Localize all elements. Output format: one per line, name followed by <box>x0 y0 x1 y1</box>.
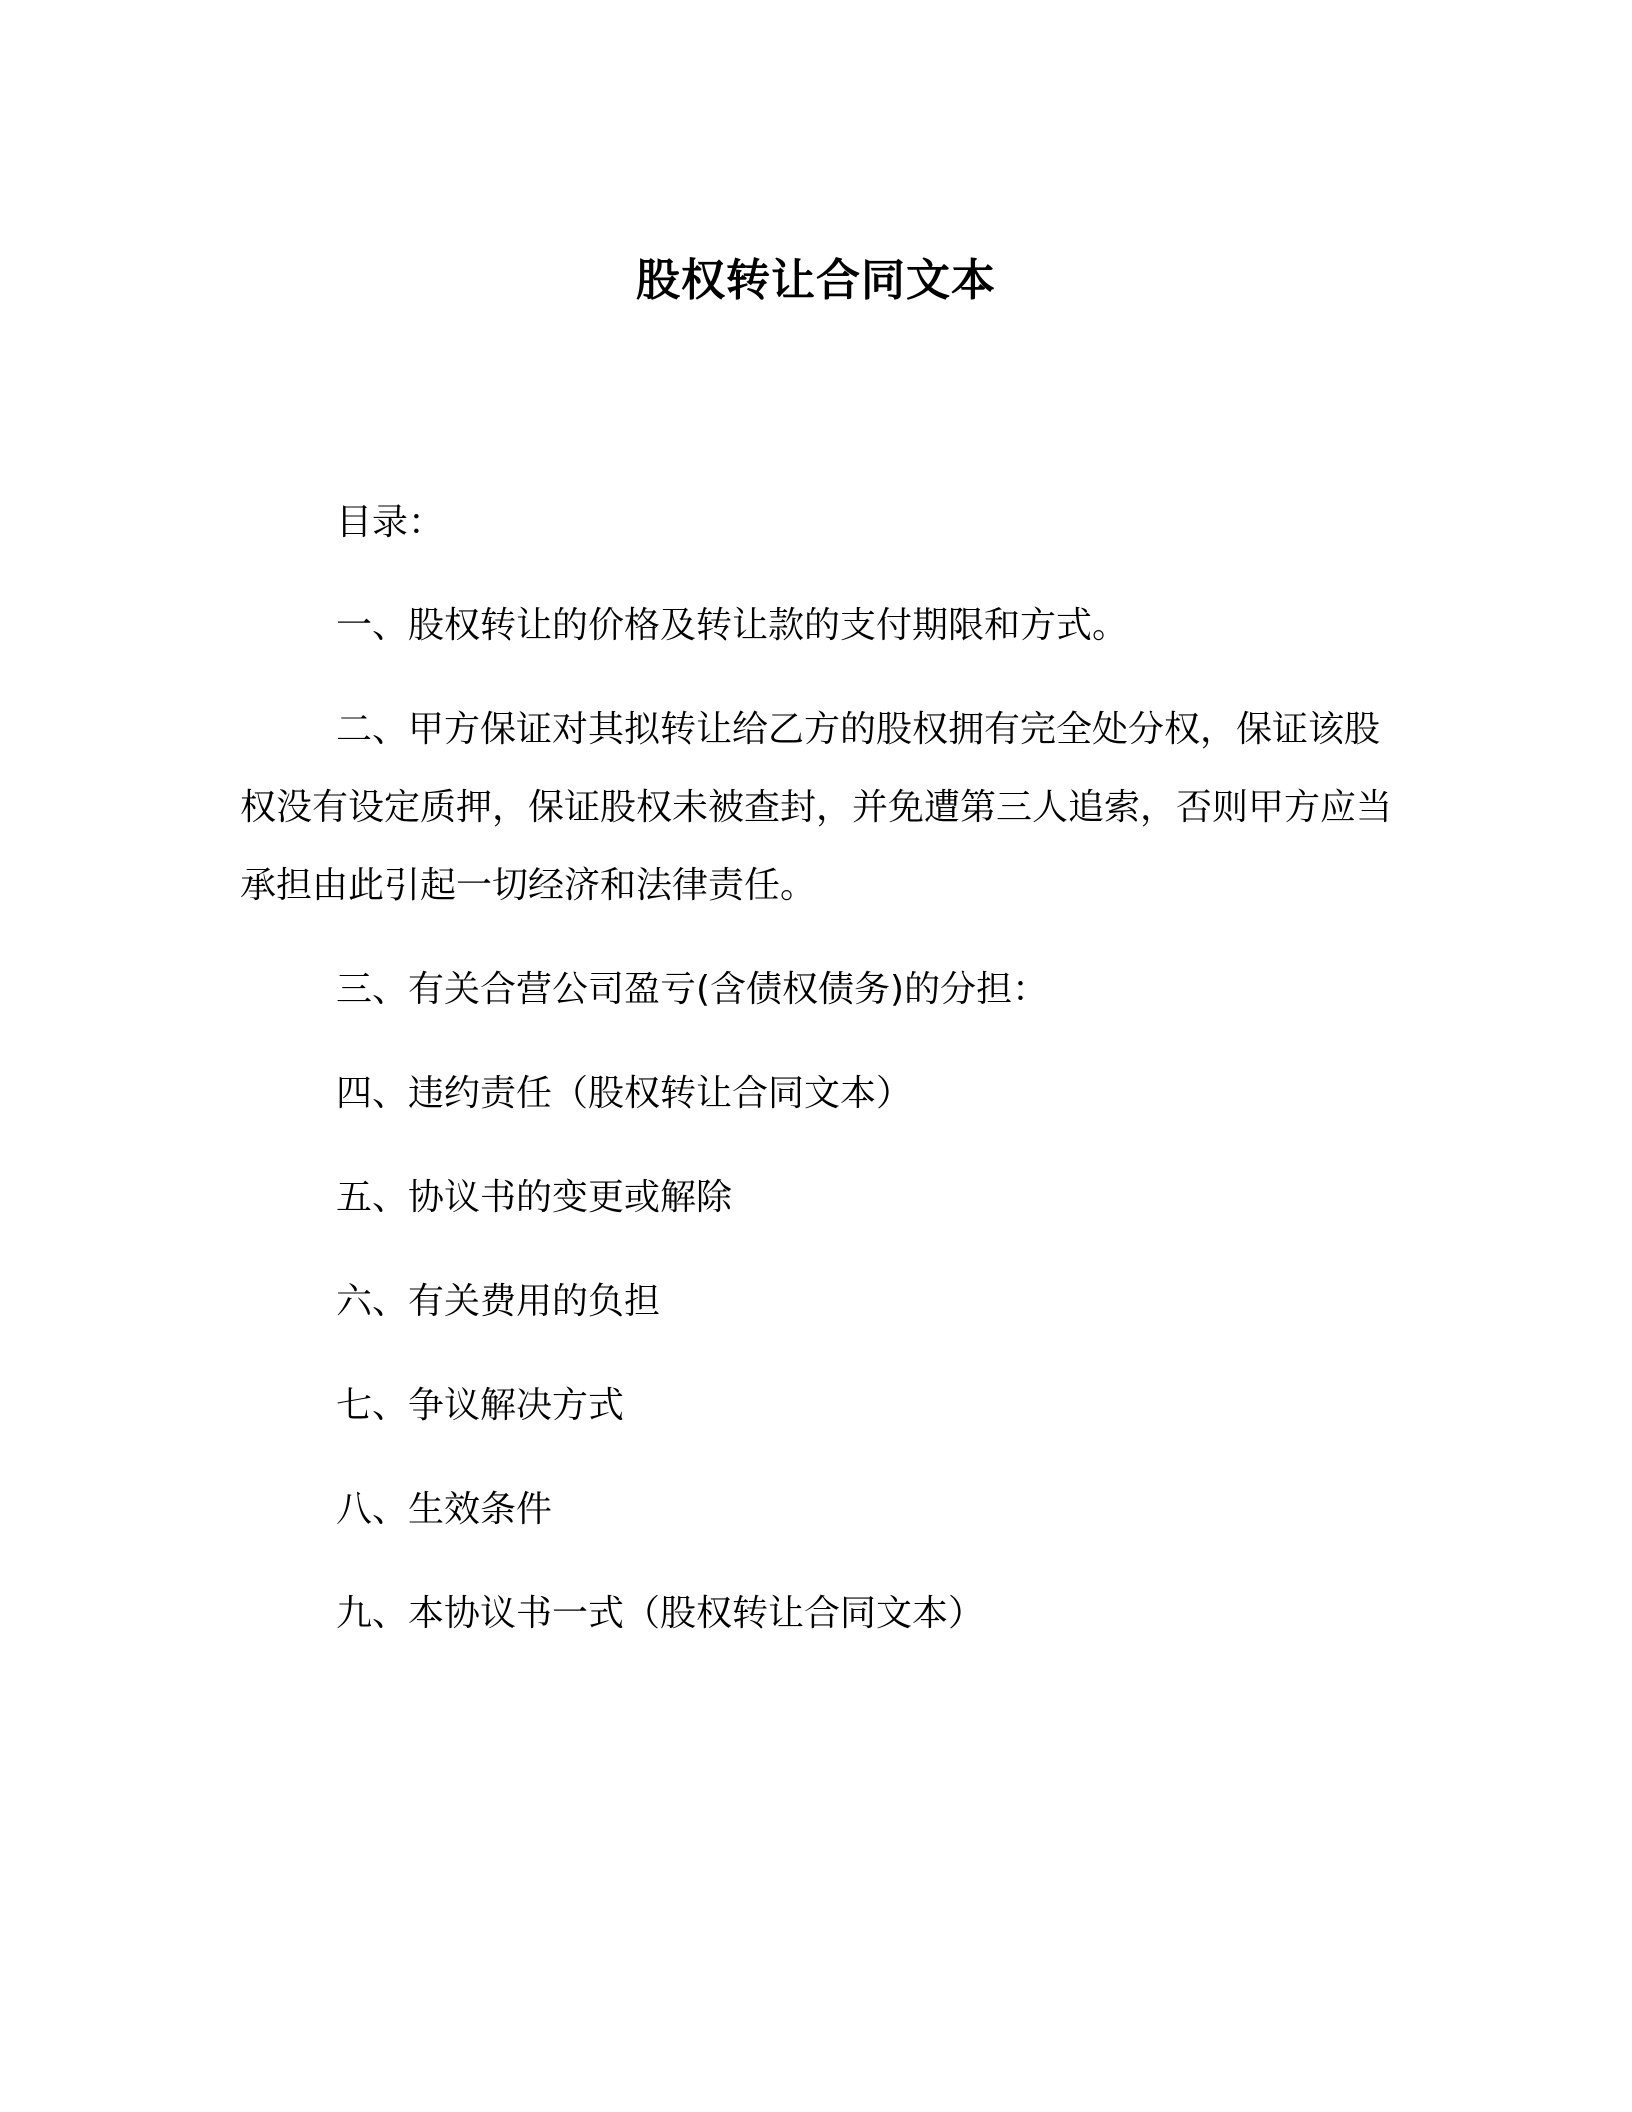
toc-item-3: 三、有关合营公司盈亏(含债权债务)的分担： <box>336 969 1049 1010</box>
toc-item-7: 七、争议解决方式 <box>336 1385 625 1426</box>
toc-item-4: 四、违约责任（股权转让合同文本） <box>336 1073 913 1114</box>
toc-item-9: 九、本协议书一式（股权转让合同文本） <box>336 1593 985 1634</box>
toc-item-5: 五、协议书的变更或解除 <box>336 1177 733 1218</box>
toc-item-6: 六、有关费用的负担 <box>336 1281 661 1322</box>
toc-item-8: 八、生效条件 <box>336 1489 553 1530</box>
toc-item-2: 二、甲方保证对其拟转让给乙方的股权拥有完全处分权，保证该股权没有设定质押，保证股权未被查封，并免遭第三人追索，否则甲方应当承担由此引起一切经济和法律责任。 <box>240 709 1393 906</box>
toc-item-1: 一、股权转让的价格及转让款的支付期限和方式。 <box>336 605 1129 646</box>
document-title: 股权转让合同文本 <box>636 255 996 307</box>
table-of-contents-label: 目录： <box>336 502 445 543</box>
